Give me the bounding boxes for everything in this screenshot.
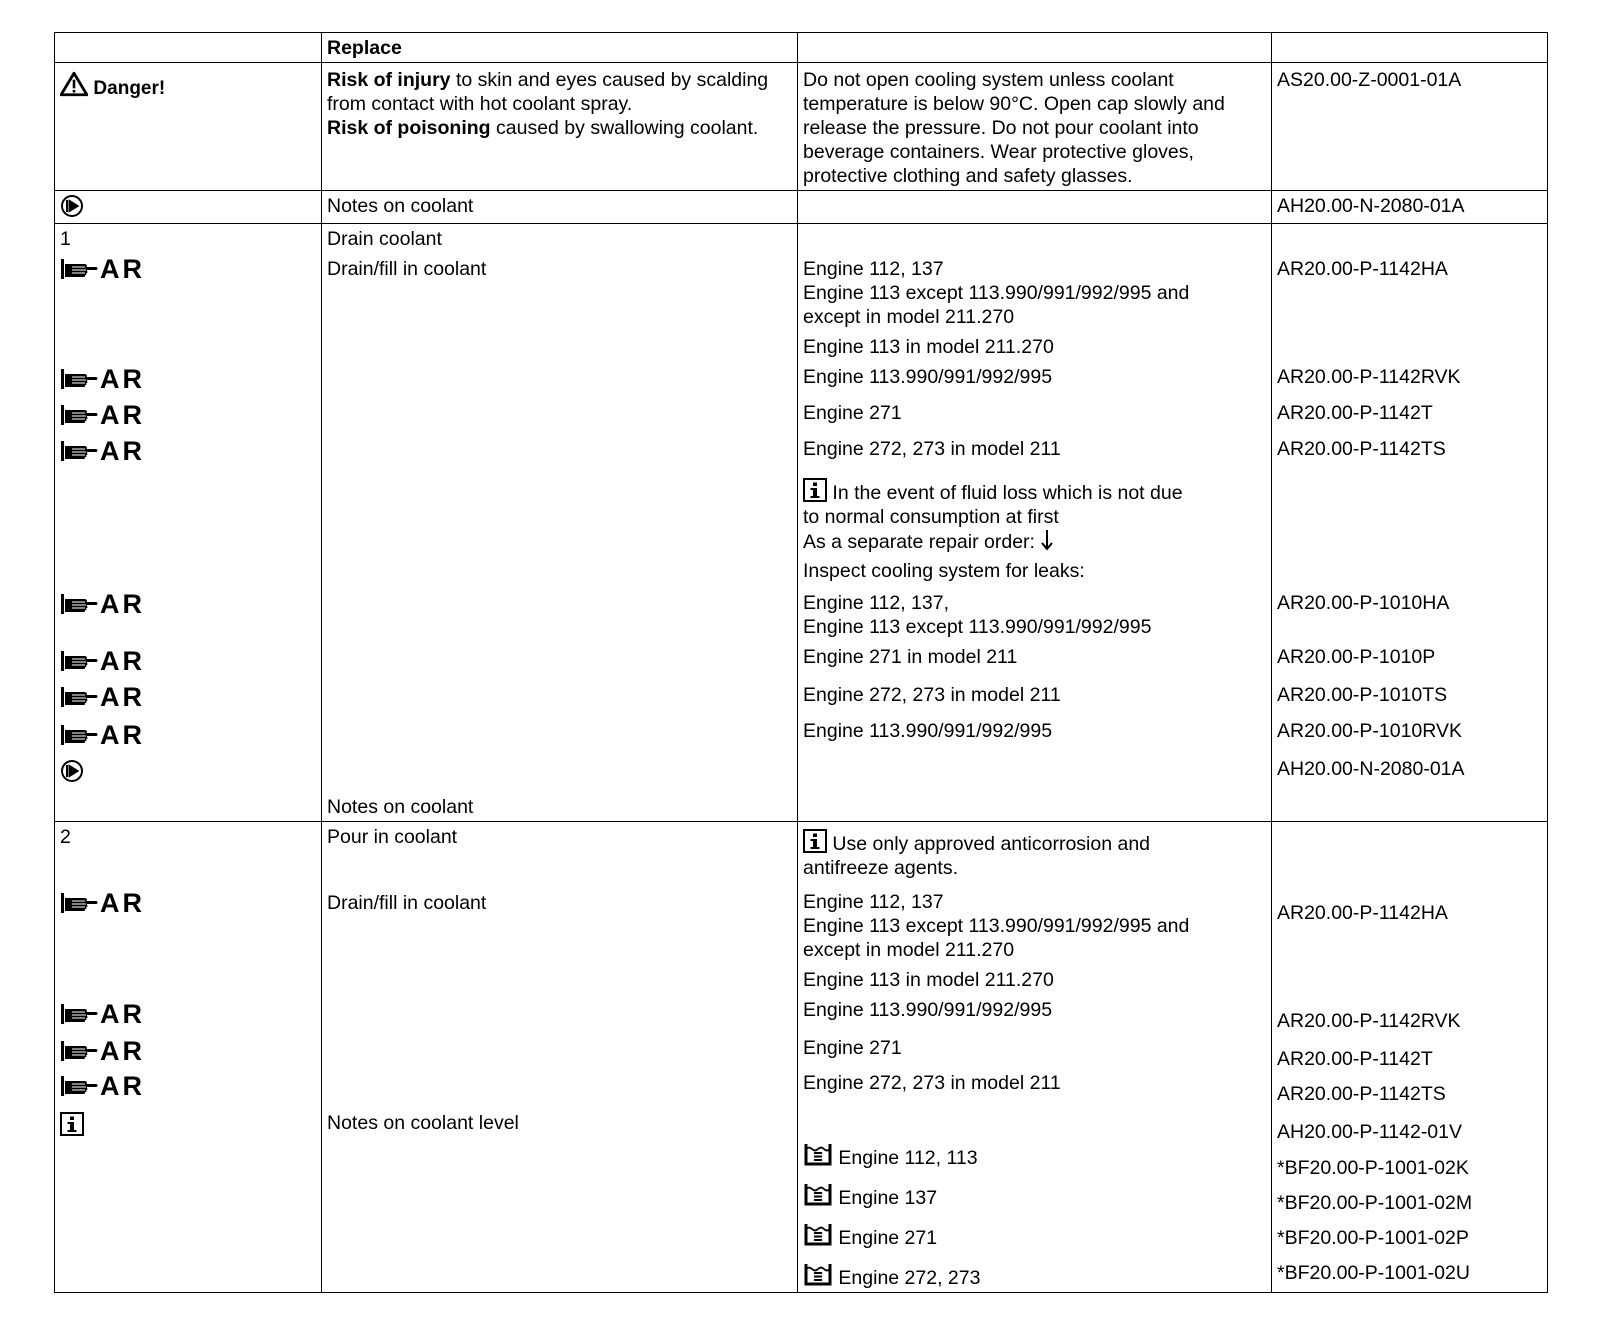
pointing-hand-icon	[60, 403, 98, 427]
ar-marker	[60, 589, 316, 619]
info-note	[803, 478, 1266, 505]
condition-line: Engine 113 except 113.990/991/992/995 and	[803, 282, 1190, 304]
condition-line: except in model 211.270	[803, 939, 1015, 961]
step-1-row	[55, 224, 1548, 822]
danger-risk-cell	[322, 63, 798, 191]
step-title: Drain coolant	[327, 228, 442, 250]
operation-label: Drain/fill in coolant	[327, 258, 487, 280]
document-ref[interactable]: AR20.00-P-1142T	[1277, 402, 1433, 424]
step-1-markers	[55, 224, 322, 822]
ar-label: AR	[100, 589, 145, 619]
condition-line: except in model 211.270	[803, 306, 1015, 328]
info-icon	[60, 1112, 84, 1136]
ar-marker	[60, 1036, 316, 1066]
document-ref[interactable]: AR20.00-P-1142T	[1277, 1048, 1433, 1070]
info-text: Use only approved anticorrosion and	[832, 833, 1151, 855]
condition-line: Engine 113 in model 211.270	[803, 969, 1054, 991]
ar-marker	[60, 254, 316, 284]
info-icon	[803, 478, 827, 502]
risk-injury-text: to skin and eyes caused by scalding from contact with hot coolant spray.	[327, 69, 774, 115]
document-ref[interactable]: AR20.00-P-1010P	[1277, 646, 1436, 668]
step-title: Pour in coolant	[327, 826, 458, 848]
level-engine: Engine 112, 113	[838, 1147, 978, 1169]
condition-line: Engine 113 except 113.990/991/992/995	[803, 616, 1152, 638]
condition-line: Engine 112, 137,	[803, 592, 950, 614]
ar-label: AR	[100, 682, 145, 712]
pointing-hand-icon	[60, 257, 98, 281]
ar-label: AR	[100, 254, 145, 284]
notes-on-coolant: Notes on coolant	[327, 796, 474, 818]
condition-line: Engine 113 except 113.990/991/992/995 and	[803, 915, 1190, 937]
condition-line: Engine 271	[803, 402, 902, 424]
info-text: antifreeze agents.	[803, 857, 959, 879]
step-1-conditions	[798, 224, 1272, 822]
step-2-row	[55, 822, 1548, 1293]
document-ref[interactable]: AR20.00-P-1142RVK	[1277, 366, 1461, 388]
warning-triangle-icon	[60, 71, 88, 97]
notes-marker	[60, 759, 316, 783]
risk-poisoning-text: caused by swallowing coolant.	[490, 117, 759, 139]
document-ref[interactable]: *BF20.00-P-1001-02U	[1277, 1262, 1470, 1284]
pointing-hand-icon	[60, 649, 98, 673]
ar-marker	[60, 400, 316, 430]
document-ref[interactable]: AR20.00-P-1142TS	[1277, 1083, 1446, 1105]
ar-label: AR	[100, 720, 145, 750]
info-text: to normal consumption at first	[803, 506, 1059, 528]
header-cell-3	[798, 33, 1272, 63]
coolant-container-icon	[803, 1181, 833, 1207]
arrow-down-icon	[1040, 529, 1054, 551]
document-ref[interactable]: AH20.00-P-1142-01V	[1277, 1121, 1463, 1143]
pointing-hand-icon	[60, 685, 98, 709]
document-ref[interactable]: *BF20.00-P-1001-02P	[1277, 1227, 1469, 1249]
pointing-hand-icon	[60, 1039, 98, 1063]
ar-label: AR	[100, 1036, 145, 1066]
condition-line: Engine 113.990/991/992/995	[803, 999, 1053, 1021]
danger-row	[55, 63, 1548, 191]
condition-line: Engine 112, 137	[803, 258, 944, 280]
note-icon	[60, 194, 84, 218]
risk-injury-label: Risk of injury	[327, 69, 451, 91]
ar-label: AR	[100, 1071, 145, 1101]
ar-marker	[60, 682, 316, 712]
level-engine: Engine 137	[838, 1187, 938, 1209]
document-ref[interactable]: AR20.00-P-1010RVK	[1277, 720, 1463, 742]
level-item	[803, 1261, 1266, 1290]
ar-label: AR	[100, 400, 145, 430]
condition-line: Engine 113 in model 211.270	[803, 336, 1054, 358]
step-2-refs	[1272, 822, 1548, 1293]
pointing-hand-icon	[60, 1074, 98, 1098]
step-1-refs	[1272, 224, 1548, 822]
info-marker	[60, 1112, 316, 1136]
operation-label: Drain/fill in coolant	[327, 892, 487, 914]
work-instruction-document	[54, 32, 1600, 1293]
separate-order-line	[803, 529, 1266, 554]
ar-label: AR	[100, 888, 145, 918]
header-row	[55, 33, 1548, 63]
notes-on-coolant-level: Notes on coolant level	[327, 1112, 519, 1134]
info-text: Inspect cooling system for leaks:	[803, 560, 1085, 582]
danger-cell	[55, 63, 322, 191]
condition-line: Engine 113.990/991/992/995	[803, 366, 1053, 388]
condition-line: Engine 272, 273 in model 211	[803, 1072, 1061, 1094]
step-number: 2	[60, 826, 71, 848]
condition-line: Engine 112, 137	[803, 891, 944, 913]
pointing-hand-icon	[60, 723, 98, 747]
coolant-container-icon	[803, 1261, 833, 1287]
document-ref[interactable]: AR20.00-P-1142HA	[1277, 258, 1448, 280]
step-1-operations	[322, 224, 798, 822]
notes-empty	[798, 191, 1272, 224]
pointing-hand-icon	[60, 439, 98, 463]
step-number: 1	[60, 228, 71, 250]
document-ref[interactable]: AR20.00-P-1010HA	[1277, 592, 1450, 614]
notes-ref[interactable]: AH20.00-N-2080-01A	[1272, 191, 1548, 224]
ar-marker	[60, 888, 316, 918]
info-note	[803, 829, 1266, 856]
notes-row	[55, 191, 1548, 224]
replace-coolant-table	[54, 32, 1548, 1293]
condition-line: Engine 272, 273 in model 211	[803, 684, 1061, 706]
level-engine: Engine 271	[838, 1227, 938, 1249]
danger-label: Danger!	[93, 78, 166, 99]
ar-marker	[60, 364, 316, 394]
step-2-markers	[55, 822, 322, 1293]
ar-label: AR	[100, 646, 145, 676]
document-ref[interactable]: AH20.00-N-2080-01A	[1277, 758, 1465, 780]
level-item	[803, 1181, 1266, 1210]
ar-marker	[60, 646, 316, 676]
danger-ref[interactable]: AS20.00-Z-0001-01A	[1272, 63, 1548, 191]
condition-line: Engine 272, 273 in model 211	[803, 438, 1061, 460]
pointing-hand-icon	[60, 367, 98, 391]
info-text: In the event of fluid loss which is not due	[832, 482, 1183, 504]
level-engine: Engine 272, 273	[838, 1267, 981, 1289]
info-text: As a separate repair order:	[803, 531, 1035, 553]
notes-on-coolant: Notes on coolant	[322, 191, 798, 224]
header-cell-1	[55, 33, 322, 63]
step-2-conditions	[798, 822, 1272, 1293]
condition-line: Engine 271 in model 211	[803, 646, 1018, 668]
ar-marker	[60, 436, 316, 466]
ar-label: AR	[100, 364, 145, 394]
notes-icon-cell	[55, 191, 322, 224]
level-item	[803, 1141, 1266, 1170]
document-ref[interactable]: *BF20.00-P-1001-02M	[1277, 1192, 1473, 1214]
document-ref[interactable]: AR20.00-P-1142HA	[1277, 902, 1448, 924]
document-ref[interactable]: *BF20.00-P-1001-02K	[1277, 1157, 1469, 1179]
document-ref[interactable]: AR20.00-P-1142RVK	[1277, 1010, 1461, 1032]
header-replace: Replace	[322, 33, 798, 63]
risk-poisoning-label: Risk of poisoning	[327, 117, 491, 139]
condition-line: Engine 113.990/991/992/995	[803, 720, 1053, 742]
ar-marker	[60, 1071, 316, 1101]
step-2-operations	[322, 822, 798, 1293]
ar-marker	[60, 999, 316, 1029]
pointing-hand-icon	[60, 891, 98, 915]
note-icon	[60, 759, 84, 783]
condition-line: Engine 271	[803, 1037, 902, 1059]
document-ref[interactable]: AR20.00-P-1142TS	[1277, 438, 1446, 460]
header-cell-4	[1272, 33, 1548, 63]
coolant-container-icon	[803, 1221, 833, 1247]
level-item	[803, 1221, 1266, 1250]
ar-marker	[60, 720, 316, 750]
pointing-hand-icon	[60, 592, 98, 616]
ar-label: AR	[100, 999, 145, 1029]
pointing-hand-icon	[60, 1002, 98, 1026]
danger-measures: Do not open cooling system unless coolant temperature is below 90°C. Open cap slowly and release the pressure. Do not pour coolant into beverage containers. Wear protective gloves, protective clothing and safety glasses.	[798, 63, 1272, 191]
coolant-container-icon	[803, 1141, 833, 1167]
document-ref[interactable]: AR20.00-P-1010TS	[1277, 684, 1448, 706]
ar-label: AR	[100, 436, 145, 466]
info-icon	[803, 829, 827, 853]
